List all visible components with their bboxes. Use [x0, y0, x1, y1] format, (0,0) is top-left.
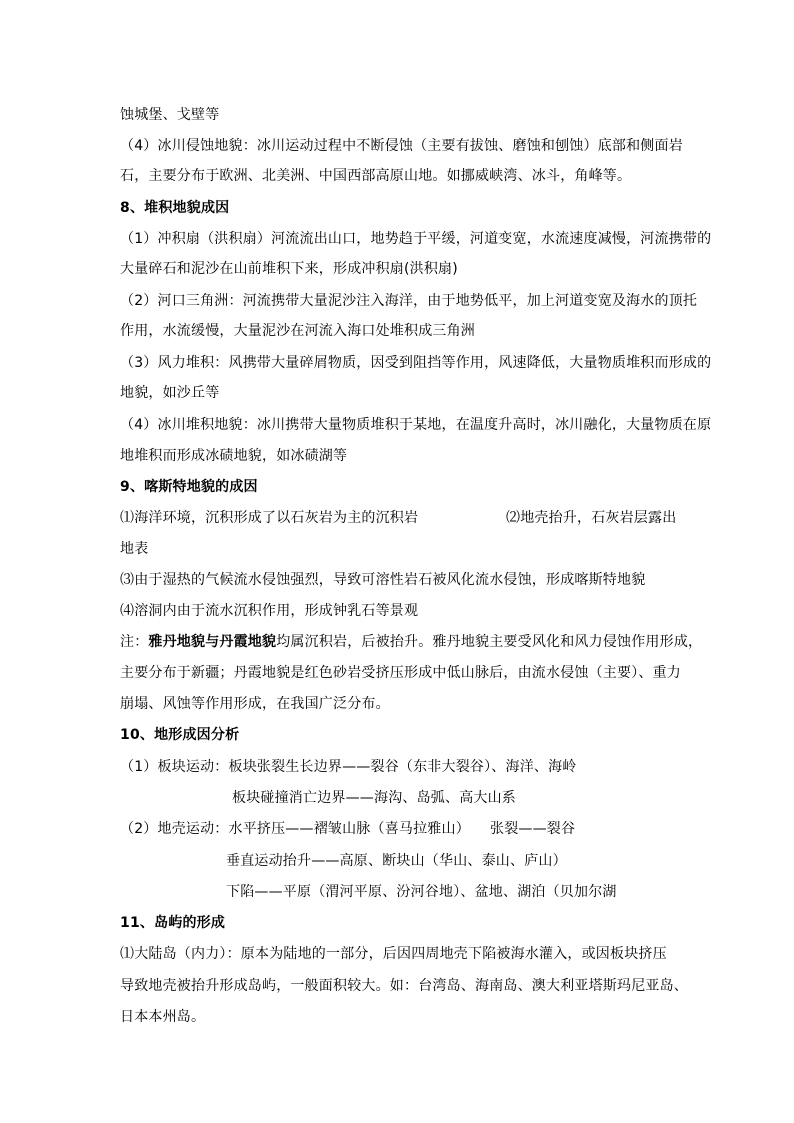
- note-rest: 均属沉积岩，后被抬升。雅丹地貌主要受风化和风力侵蚀作用形成，: [276, 634, 703, 650]
- text-line: ⑵地壳抬升，石灰岩层露出: [506, 510, 677, 526]
- text-line: ⑷溶洞内由于流水沉积作用，形成钟乳石等景观: [120, 603, 419, 619]
- text-line: 地表: [120, 541, 149, 557]
- text-line: 石，主要分布于欧洲、北美洲、中国西部高原山地。如挪威峡湾、冰斗，角峰等。: [120, 168, 632, 184]
- text-line: ⑴大陆岛（内力）：原本为陆地的一部分，后因四周地壳下陷被海水灌入，或因板块挤压: [120, 946, 667, 962]
- text-line: 垂直运动抬升——高原、断块山（华山、泰山、庐山）: [226, 853, 567, 869]
- text-line: ⑴海洋环境，沉积形成了以石灰岩为主的沉积岩: [120, 510, 419, 526]
- section-heading-9: 9、喀斯特地貌的成因: [120, 479, 258, 495]
- text-line: 板块碰撞消亡边界——海沟、岛弧、高大山系: [232, 790, 516, 806]
- text-line: （2）地壳运动：水平挤压——褶皱山脉（喜马拉雅山）: [120, 821, 470, 837]
- text-line: 张裂——裂谷: [490, 821, 576, 837]
- text-line: 大量碎石和泥沙在山前堆积下来，形成冲积扇(洪积扇): [120, 261, 458, 277]
- text-line: （4）冰川侵蚀地貌：冰川运动过程中不断侵蚀（主要有拔蚀、磨蚀和刨蚀）底部和侧面岩: [120, 138, 683, 154]
- section-heading-10: 10、地形成因分析: [120, 727, 240, 743]
- text-line: 地堆积而形成冰碛地貌，如冰碛湖等: [120, 448, 348, 464]
- text-line: 主要分布于新疆；丹霞地貌是红色砂岩受挤压形成中低山脉后，由流水侵蚀（主要）、重力: [120, 665, 681, 681]
- text-line: 作用，水流缓慢，大量泥沙在河流入海口处堆积成三角洲: [120, 323, 475, 339]
- note-prefix: 注：: [120, 634, 149, 650]
- text-line: 崩塌、风蚀等作用形成，在我国广泛分布。: [120, 696, 390, 712]
- text-line: （4）冰川堆积地貌：冰川携带大量物质堆积于某地，在温度升高时，冰川融化，大量物质在原: [120, 417, 712, 433]
- text-line: 地貌，如沙丘等: [120, 385, 220, 401]
- text-line: 日本本州岛。: [120, 1009, 206, 1025]
- note-bold-term: 雅丹地貌与丹霞地貌: [148, 634, 277, 650]
- note-line: [120, 632, 702, 652]
- text-line: 下陷——平原（渭河平原、汾河谷地）、盆地、湖泊（贝加尔湖: [226, 884, 617, 900]
- text-line: （1）板块运动：板块张裂生长边界——裂谷（东非大裂谷）、海洋、海岭: [120, 759, 577, 775]
- text-line: 蚀城堡、戈壁等: [120, 107, 220, 123]
- text-line: （3）风力堆积：风携带大量碎屑物质，因受到阻挡等作用，风速降低，大量物质堆积而形成的: [120, 355, 712, 371]
- text-line: ⑶由于湿热的气候流水侵蚀强烈，导致可溶性岩石被风化流水侵蚀，形成喀斯特地貌: [120, 572, 646, 588]
- text-line: （1）冲积扇（洪积扇）河流流出山口，地势趋于平缓，河道变宽，水流速度减慢，河流携带的: [120, 231, 712, 247]
- text-line: （2）河口三角洲：河流携带大量泥沙注入海洋，由于地势低平，加上河道变宽及海水的顶托: [120, 293, 698, 309]
- section-heading-8: 8、堆积地貌成因: [120, 200, 230, 216]
- section-heading-11: 11、岛屿的形成: [120, 915, 226, 931]
- text-line: 导致地壳被抬升形成岛屿，一般面积较大。如：台湾岛、海南岛、澳大利亚塔斯玛尼亚岛、: [120, 978, 688, 994]
